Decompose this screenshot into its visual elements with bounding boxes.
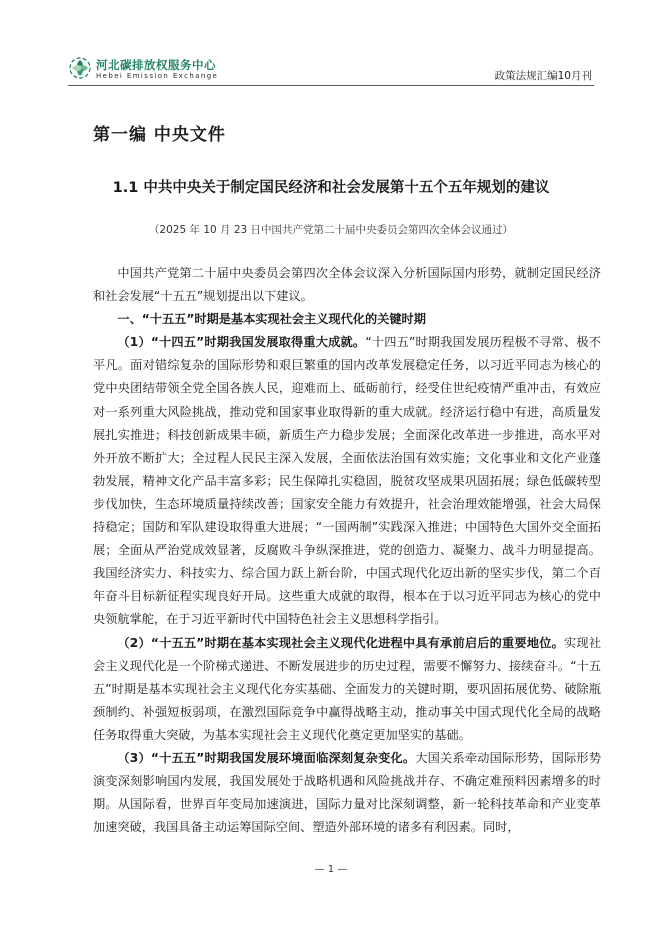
- part-title: 第一编 中央文件: [93, 125, 226, 145]
- publication-title: 政策法规汇编10月刊: [494, 70, 592, 82]
- intro-paragraph: 中国共产党第二十届中央委员会第四次全体会议深入分析国际国内形势，就制定国民经济和社会发展“十五五”规划提出以下建议。: [93, 266, 601, 304]
- org-name-en: Hebei Emission Exchange: [96, 72, 219, 80]
- paragraph-1-text: “十四五”时期我国发展历程极不寻常、极不平凡。面对错综复杂的国际形势和艰巨繁重的国内改革发展稳定任务，以习近平同志为核心的党中央团结带领全党全国各族人民，迎难而上、砥砺前行，经受住世纪疫情严重冲击，有效应对一系列重大风险挑战，推动党和国家事业取得新的重大成就。经济运行稳中有进，高质量发展扎实推进；科技创新成果丰硕，新质生产力稳步发展；全面深化改革进一步推进，高水平对外开放不断扩大；全过程人民民主深入发展，全面依法治国有效实施；文化事业和文化产业蓬勃发展，精神文化产品丰富多彩；民生保障扎实稳固，脱贫攻坚成果巩固拓展；绿色低碳转型步伐加快，生态环境质量持续改善；国家安全能力有效提升，社会治理效能增强，社会大局保持稳定；国防和军队建设取得重大进展；“一国两制”实践深入推进；中国特色大国外交全面拓展；全面从严治党成效显著，反腐败斗争纵深推进，党的创造力、凝聚力、战斗力明显提高。我国经济实力、科技实力、综合国力跃上新台阶，中国式现代化迈出新的坚实步伐，第二个百年奋斗目标新征程实现良好开局。这些重大成就的取得，根本在于以习近平同志为核心的党中央领航掌舵，在于习近平新时代中国特色社会主义思想科学指引。: [93, 335, 601, 627]
- page-header: [0, 0, 662, 92]
- section-title: 1.1 中共中央关于制定国民经济和社会发展第十五个五年规划的建议: [112, 180, 550, 196]
- org-name: 河北碳排放权服务中心: [96, 58, 216, 72]
- document-body: [93, 262, 601, 839]
- paragraph-3-lead: （3）“十五五”时期我国发展环境面临深刻复杂变化。: [117, 750, 416, 765]
- paragraph-1-lead: （1）“十四五”时期我国发展取得重大成就。: [117, 335, 366, 350]
- paragraph-2-text: 实现社会主义现代化是一个阶梯式递进、不断发展进步的历史过程，需要不懈努力、接续奋斗。“十五五”时期是基本实现社会主义现代化夯实基础、全面发力的关键时期，要巩固拓展优势、破除瓶颈制约、补强短板弱项，在激烈国际竞争中赢得战略主动，推动事关中国式现代化全局的战略任务取得重大突破，为基本实现社会主义现代化奠定更加坚实的基础。: [93, 635, 602, 742]
- paragraph-3: [93, 747, 601, 839]
- heading-1: [93, 308, 601, 331]
- paragraph-2: [93, 632, 601, 747]
- header-divider: [68, 85, 594, 86]
- paragraph-1: [93, 331, 601, 631]
- leaf-ring-logo-icon: [68, 56, 92, 80]
- paragraph-2-lead: （2）“十五五”时期在基本实现社会主义现代化进程中具有承前启后的重要地位。: [117, 635, 565, 650]
- page-number: — 1 —: [314, 864, 348, 875]
- paragraph-3-text: 大国关系牵动国际形势，国际形势演变深刻影响国内发展，我国发展处于战略机遇和风险挑战并存、不确定难预料因素增多的时期。从国际看，世界百年变局加速演进，国际力量对比深刻调整，新一轮科技革命和产业变革加速突破，我国具备主动运筹国际空间、塑造外部环境的诸多有利因素。同时，: [93, 750, 602, 835]
- adoption-note: （2025 年 10 月 23 日中国共产党第二十届中央委员会第四次全体会议通过）: [148, 224, 514, 236]
- heading-1-text: 一、“十五五”时期是基本实现社会主义现代化的关键时期: [117, 312, 426, 327]
